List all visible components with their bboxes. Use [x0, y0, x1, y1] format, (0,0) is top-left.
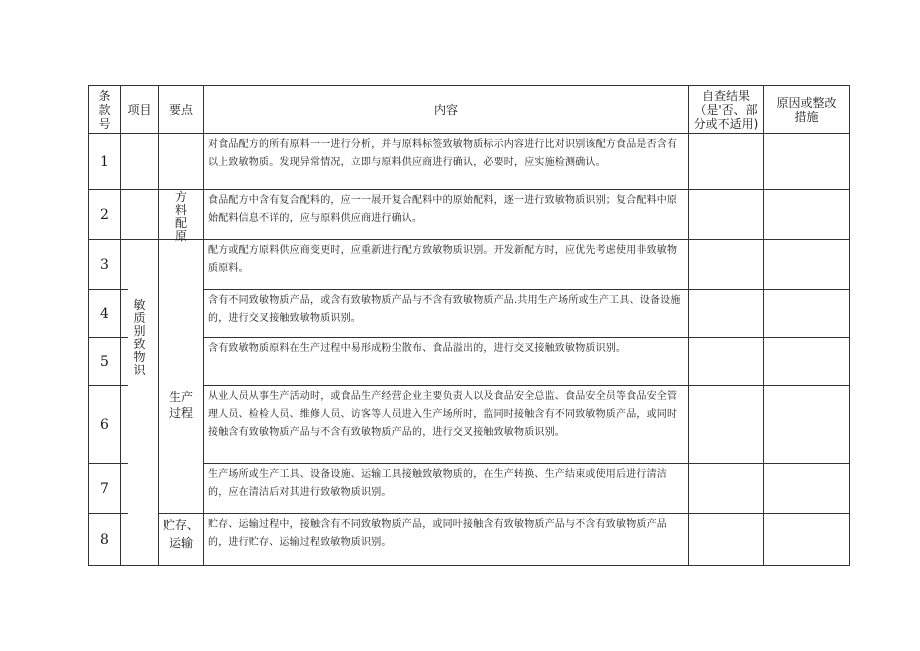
reason-cell[interactable] — [764, 290, 849, 337]
self-check-cell[interactable] — [689, 134, 763, 189]
reason-cell[interactable] — [764, 190, 849, 239]
self-check-cell[interactable] — [689, 464, 763, 513]
reason-cell[interactable] — [764, 240, 849, 289]
clause-number: 3 — [100, 256, 109, 273]
header-clause-no: 条款号 — [98, 88, 111, 131]
content-cell: 含有致敏物质原料在生产过程中易形成粉尘散布、食品溢出的，进行交叉接触致敏物质识别。 — [208, 343, 627, 354]
clause-number: 7 — [100, 480, 109, 497]
reason-cell[interactable] — [764, 464, 849, 513]
content-cell: 含有不同致敏物质产品，或含有致敏物质产品与不含有致敏物质产品.共用生产场所或生产工具、设备设施的，进行交叉接触致敏物质识别。 — [208, 295, 681, 324]
clause-number: 2 — [100, 206, 109, 223]
content-cell: 食品配方中含有复合配料的，应一一展开复合配料中的原始配料，逐一进行致敏物质识别；复合配料中原始配料信息不详的，应与原料供应商进行确认。 — [208, 195, 678, 224]
content-cell: 生产场所或生产工具、设备设施、运输工具接触致敏物质的，在生产转换、生产结束或使用后进行清洁的，应在清洁后对其进行致敏物质识别。 — [208, 469, 667, 498]
header-content: 内容 — [433, 102, 458, 117]
content-cell: 从业人员从事生产活动时，或食品生产经营企业主要负责人以及食品安全总监、食品安全员等食品安全管理人员、检检人员、维修人员、访客等人员进入生产场所时，监同时接触含有不同致敏物质产品，或同时接触含有致敏物质产品与不含有致敏物质产品的，进行交叉接触致敏物质识别。 — [208, 391, 678, 438]
self-check-cell[interactable] — [689, 290, 763, 337]
clause-number: 6 — [100, 416, 109, 433]
key-point-formula: 方料配原 — [174, 190, 187, 243]
clause-number: 1 — [100, 153, 109, 170]
self-check-table — [88, 85, 850, 566]
header-reason: 原因或整改措施 — [776, 95, 837, 124]
self-check-cell[interactable] — [689, 386, 763, 463]
content-cell: 配方或配方原料供应商变更时，应重新进行配方致敏物质识别。开发新配方时，应优先考虑使用非致敏物质原料。 — [208, 245, 678, 274]
item-name: 敏质别致物识 — [133, 298, 146, 377]
key-point-storage: 贮存、运输 — [162, 518, 199, 550]
self-check-cell[interactable] — [689, 240, 763, 289]
reason-cell[interactable] — [764, 514, 849, 565]
content-cell: 贮存、运输过程中，接触含有不同致敏物质产品，或同叶接触含有致敏物质产品与不含有致敏物质产品的，进行贮存、运输过程致敏物质识别。 — [208, 519, 667, 548]
self-check-cell[interactable] — [689, 514, 763, 565]
self-check-cell[interactable] — [689, 338, 763, 385]
reason-cell[interactable] — [764, 134, 849, 189]
header-key-point: 要点 — [168, 102, 193, 117]
clause-number: 4 — [100, 305, 109, 322]
content-cell: 对食品配方的所有原料一一进行分析，并与原料标签致敏物质标示内容进行比对识别该配方食品是否含有以上致敏物质。发现异常情况，立即与原料供应商进行确认，必要时，应实施检测确认。 — [208, 139, 678, 168]
clause-number: 8 — [100, 531, 109, 548]
key-point-production: 生产过程 — [168, 390, 193, 420]
clause-number: 5 — [100, 353, 109, 370]
header-self-check: 自查结果（是'否、部分或不适用) — [693, 88, 759, 131]
header-item: 项目 — [127, 102, 152, 117]
reason-cell[interactable] — [764, 338, 849, 385]
reason-cell[interactable] — [764, 386, 849, 463]
self-check-cell[interactable] — [689, 190, 763, 239]
